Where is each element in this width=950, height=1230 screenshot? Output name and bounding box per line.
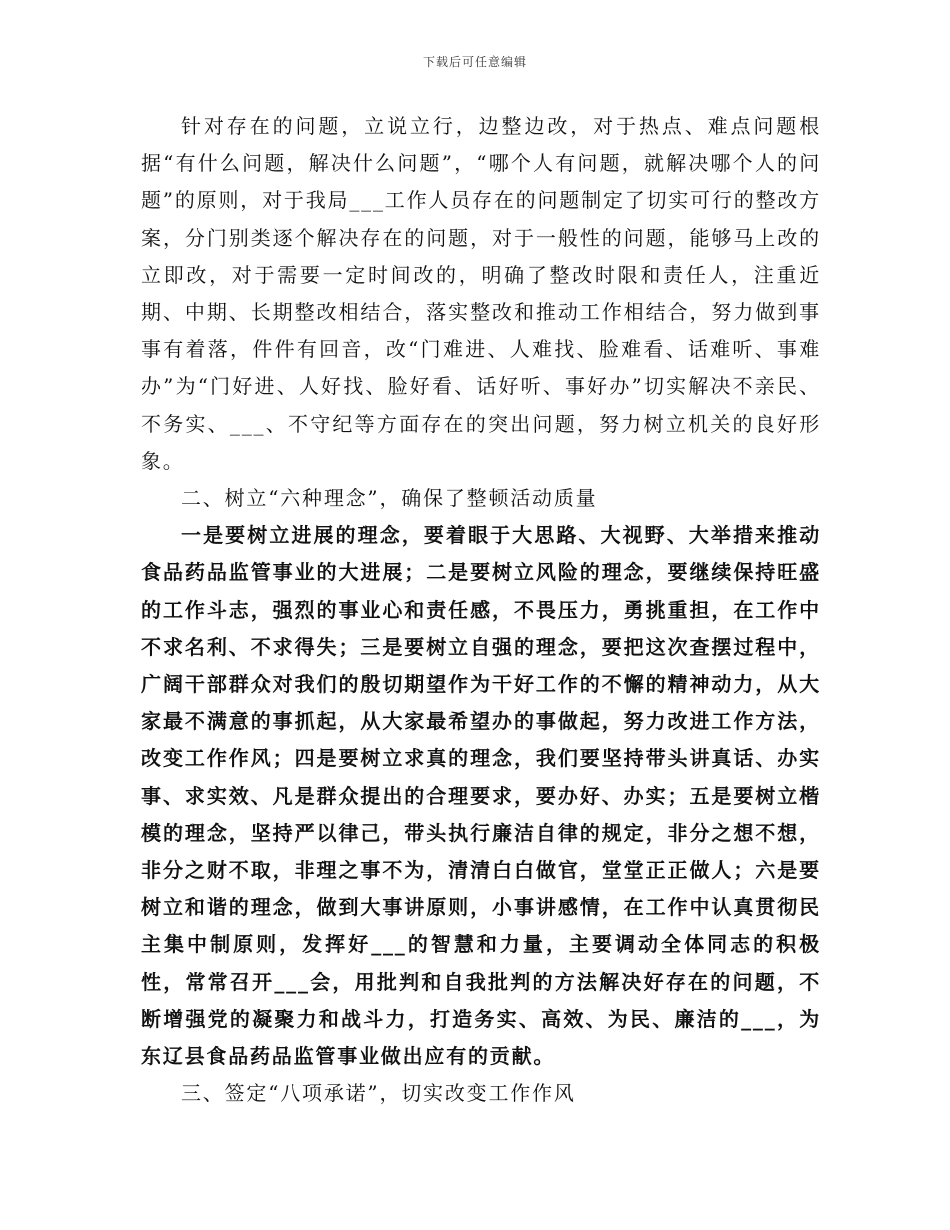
paragraph-rectification: 针对存在的问题，立说立行，边整边改，对于热点、难点问题根据“有什么问题，解决什么问题”，“哪个人有问题，就解决哪个人的问题”的原则，对于我局___工作人员存在的问题制定了切实可行的整改方案，分门别类逐个解决存在的问题，对于一般性的问题，能够马上改的立即改，对于需要一定时间改的，明确了整改时限和责任人，注重近期、中期、长期整改相结合，落实整改和推动工作相结合，努力做到事事有着落，件件有回音，改“门难进、人难找、脸难看、话难听、事难办”为“门好进、人好找、脸好看、话好听、事好办”切实解决不亲民、不务实、___、不守纪等方面存在的突出问题，努力树立机关的良好形象。 xyxy=(141,114,821,473)
paragraph-six-concepts: 一是要树立进展的理念，要着眼于大思路、大视野、大举措来推动食品药品监管事业的大进展；二是要树立风险的理念，要继续保持旺盛的工作斗志，强烈的事业心和责任感，不畏压力，勇挑重担，在工作中不求名利、不求得失；三是要树立自强的理念，要把这次查摆过程中，广阔干部群众对我们的殷切期望作为干好工作的不懈的精神动力，从大家最不满意的事抓起，从大家最希望办的事做起，努力改进工作方法，改变工作作风；四是要树立求真的理念，我们要坚持带头讲真话、办实事、求实效、凡是群众提出的合理要求，要办好、办实；五是要树立楷模的理念，坚持严以律己，带头执行廉洁自律的规定，非分之想不想，非分之财不取，非理之事不为，清清白白做官，堂堂正正做人；六是要树立和谐的理念，做到大事讲原则，小事讲感情，在工作中认真贯彻民主集中制原则，发挥好___的智慧和力量，主要调动全体同志的积极性，常常召开___会，用批判和自我批判的方法解决好存在的问题，不断增强党的凝聚力和战斗力，打造务实、高效、为民、廉洁的___，为东辽县食品药品监管事业做出应有的贡献。 xyxy=(141,523,821,1069)
document-body xyxy=(141,108,821,1112)
section-heading-six-concepts: 二、树立“六种理念”，确保了整顿活动质量 xyxy=(181,486,598,511)
header-note: 下载后可任意编辑 xyxy=(422,55,527,69)
section-heading-eight-commitments: 三、签定“八项承诺”，切实改变工作作风 xyxy=(181,1081,576,1106)
